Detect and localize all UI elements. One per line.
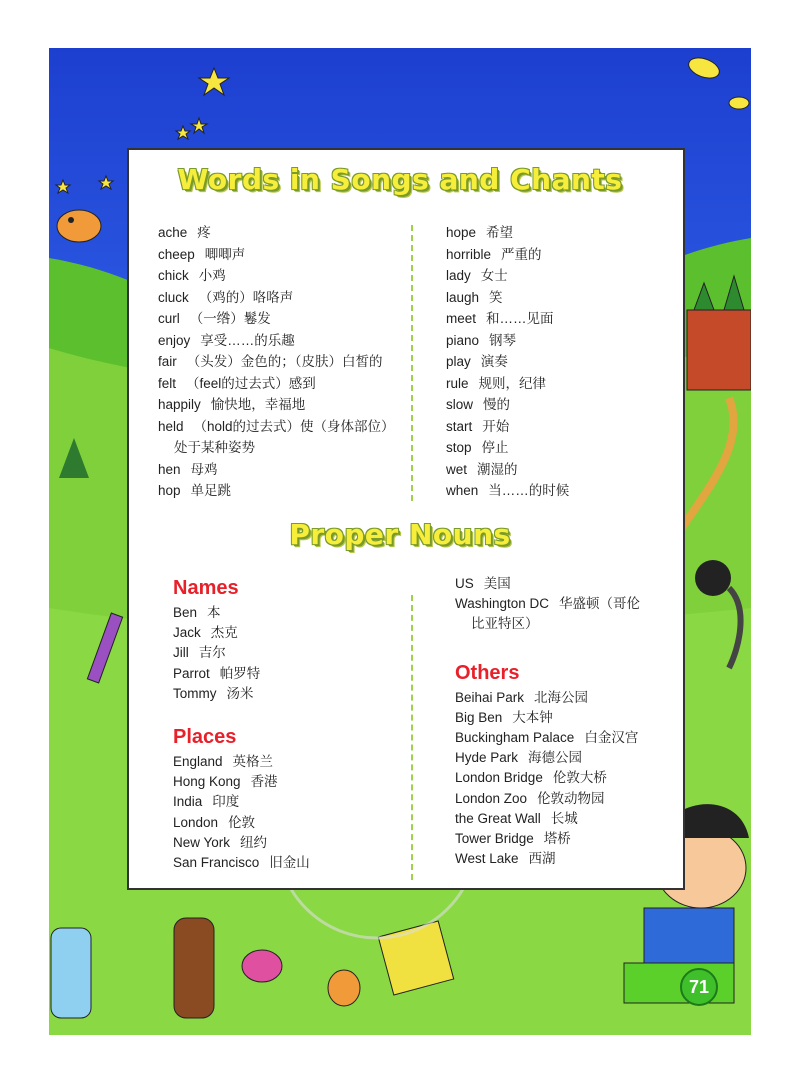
word-entry	[173, 623, 413, 643]
word-chinese: 唧唧声	[204, 246, 246, 262]
word-chinese: 白金汉宫	[584, 729, 639, 745]
word-english: the Great Wall	[455, 810, 541, 826]
word-chinese: 伦敦大桥	[552, 770, 607, 786]
word-entry	[446, 351, 676, 373]
word-chinese: 纽约	[240, 834, 268, 850]
word-chinese: 香港	[250, 774, 278, 790]
word-entry	[158, 287, 408, 309]
word-entry	[446, 330, 676, 352]
word-entry	[158, 265, 408, 287]
word-entry	[446, 287, 676, 309]
word-entry	[446, 394, 676, 416]
word-chinese: 享受……的乐趣	[200, 332, 295, 348]
word-chinese: （一绺）鬈发	[189, 311, 271, 326]
word-english: piano	[446, 332, 480, 348]
word-chinese: （头发）金色的；（皮肤）白皙的	[186, 354, 383, 369]
word-entry	[455, 614, 685, 634]
songs-left-column	[158, 222, 408, 502]
word-chinese: 伦敦动物园	[537, 790, 605, 806]
proper-right-column	[455, 574, 685, 869]
word-entry	[446, 459, 676, 481]
word-english: Hyde Park	[455, 750, 519, 766]
word-english: London Zoo	[455, 790, 528, 806]
word-english: Hong Kong	[173, 774, 241, 790]
word-english: US	[455, 576, 474, 591]
word-entry	[446, 373, 676, 395]
word-entry	[446, 244, 676, 266]
word-entry	[173, 792, 413, 812]
word-english: hen	[158, 461, 181, 477]
word-entry	[455, 789, 685, 809]
word-english: Washington DC	[455, 596, 550, 612]
names-list	[173, 603, 413, 704]
word-chinese: 汤米	[226, 685, 254, 701]
word-chinese: 塔桥	[543, 830, 571, 846]
word-english: hope	[446, 225, 477, 240]
word-chinese: 伦敦	[228, 814, 256, 830]
word-entry	[455, 768, 685, 788]
word-chinese: 旧金山	[269, 854, 310, 870]
word-chinese: 比亚特区）	[471, 616, 539, 632]
word-chinese: 处于某种姿势	[174, 440, 255, 455]
page-number: 71	[680, 968, 718, 1006]
word-chinese: 杰克	[210, 625, 238, 641]
word-english: happily	[158, 397, 201, 412]
word-english: New York	[173, 834, 231, 850]
word-chinese: 大本钟	[512, 709, 553, 725]
word-english: London Bridge	[455, 770, 543, 786]
word-chinese: 严重的	[501, 246, 542, 262]
places-list	[173, 752, 413, 873]
word-chinese: 慢的	[483, 397, 511, 412]
word-entry	[173, 833, 413, 853]
word-entry	[455, 809, 685, 829]
word-english: held	[158, 418, 184, 434]
others-heading: Others	[455, 661, 520, 684]
word-entry	[455, 829, 685, 849]
word-entry	[446, 480, 676, 502]
word-chinese: 美国	[483, 576, 511, 591]
word-chinese: 希望	[486, 225, 514, 240]
word-chinese: 演奏	[480, 354, 508, 369]
word-entry	[446, 222, 676, 244]
word-entry	[173, 813, 413, 833]
word-chinese: 华盛顿（哥伦	[559, 596, 641, 612]
word-chinese: 女士	[480, 268, 508, 283]
word-english: felt	[158, 375, 177, 391]
word-entry	[158, 351, 408, 373]
word-chinese: 西湖	[528, 851, 556, 867]
word-entry	[173, 664, 413, 684]
places-heading: Places	[173, 725, 237, 748]
word-entry	[158, 459, 408, 481]
word-chinese: 钢琴	[489, 332, 517, 348]
word-entry	[446, 308, 676, 330]
word-chinese: 规则，纪律	[478, 375, 547, 391]
word-english: India	[173, 794, 203, 810]
word-chinese: （feel的过去式）感到	[186, 375, 316, 391]
word-entry	[173, 603, 413, 623]
word-chinese: 疼	[197, 225, 211, 240]
word-english: Parrot	[173, 665, 210, 681]
word-english: curl	[158, 311, 180, 326]
places-right-list	[455, 574, 685, 635]
word-entry	[455, 688, 685, 708]
word-english: play	[446, 354, 471, 369]
word-chinese: 停止	[481, 440, 509, 455]
word-chinese: 本	[207, 605, 221, 620]
word-chinese: 母鸡	[190, 461, 218, 477]
word-chinese: 和……见面	[486, 311, 554, 326]
word-english: England	[173, 753, 223, 769]
word-entry	[446, 416, 676, 438]
word-english: slow	[446, 397, 474, 412]
word-english: West Lake	[455, 851, 519, 867]
proper-nouns-heading: Proper Nouns	[289, 518, 511, 551]
word-english: cluck	[158, 289, 189, 305]
word-english: Ben	[173, 605, 198, 620]
proper-left-column	[173, 573, 413, 873]
word-english: meet	[446, 311, 477, 326]
word-entry	[158, 394, 408, 416]
word-english: wet	[446, 461, 468, 477]
word-english: lady	[446, 268, 471, 283]
word-english: laugh	[446, 289, 480, 305]
word-english: fair	[158, 354, 177, 369]
word-english: ache	[158, 225, 188, 240]
word-chinese: 笑	[489, 289, 503, 305]
word-entry	[158, 330, 408, 352]
word-entry	[173, 643, 413, 663]
word-english: Big Ben	[455, 709, 503, 725]
word-entry	[158, 480, 408, 502]
word-entry	[173, 772, 413, 792]
star-icon	[199, 68, 229, 95]
names-heading: Names	[173, 577, 239, 599]
word-entry	[158, 416, 408, 438]
word-english: San Francisco	[173, 854, 260, 870]
word-english: cheep	[158, 246, 195, 262]
word-english: stop	[446, 440, 472, 455]
word-entry	[173, 853, 413, 873]
word-english: enjoy	[158, 332, 191, 348]
word-english: rule	[446, 375, 469, 391]
word-chinese: （hold的过去式）使（身体部位）	[193, 418, 395, 434]
word-chinese: （鸡的）咯咯声	[198, 289, 294, 305]
star-icon	[191, 118, 207, 133]
word-entry	[455, 574, 685, 594]
word-english: start	[446, 418, 473, 434]
word-entry	[158, 244, 408, 266]
word-chinese: 吉尔	[198, 645, 226, 661]
word-entry	[173, 684, 413, 704]
star-icon	[176, 126, 190, 139]
word-entry	[158, 222, 408, 244]
proper-divider	[411, 595, 413, 880]
word-chinese: 当……的时候	[488, 483, 570, 498]
word-chinese: 开始	[482, 418, 510, 434]
others-list	[455, 688, 685, 870]
word-english: Buckingham Palace	[455, 729, 575, 745]
word-chinese: 海德公园	[528, 750, 583, 766]
word-english: Jack	[173, 625, 201, 641]
songs-heading: Words in Songs and Chants	[177, 163, 623, 196]
word-chinese: 潮湿的	[477, 461, 518, 477]
word-chinese: 北海公园	[534, 689, 589, 705]
word-entry	[158, 373, 408, 395]
word-english: when	[446, 483, 479, 498]
word-entry	[446, 437, 676, 459]
word-entry	[455, 594, 685, 614]
word-chinese: 长城	[550, 810, 578, 826]
word-english: hop	[158, 483, 181, 498]
songs-divider	[411, 225, 413, 501]
word-entry	[173, 752, 413, 772]
word-chinese: 愉快地，幸福地	[210, 397, 306, 412]
word-entry	[158, 308, 408, 330]
word-chinese: 小鸡	[198, 268, 226, 283]
word-english: chick	[158, 268, 189, 283]
word-entry	[455, 748, 685, 768]
word-entry	[455, 728, 685, 748]
word-english: Beihai Park	[455, 689, 525, 705]
word-english: Jill	[173, 645, 189, 661]
word-chinese: 英格兰	[232, 753, 274, 769]
word-chinese: 印度	[212, 794, 240, 810]
word-entry	[455, 708, 685, 728]
word-chinese: 单足跳	[190, 483, 232, 498]
word-chinese: 帕罗特	[219, 665, 261, 681]
songs-right-column	[446, 222, 676, 502]
word-english: horrible	[446, 246, 492, 262]
word-english: London	[173, 814, 219, 830]
word-english: Tower Bridge	[455, 830, 534, 846]
word-entry	[446, 265, 676, 287]
word-entry	[158, 437, 408, 459]
word-entry	[455, 849, 685, 869]
word-english: Tommy	[173, 685, 217, 701]
